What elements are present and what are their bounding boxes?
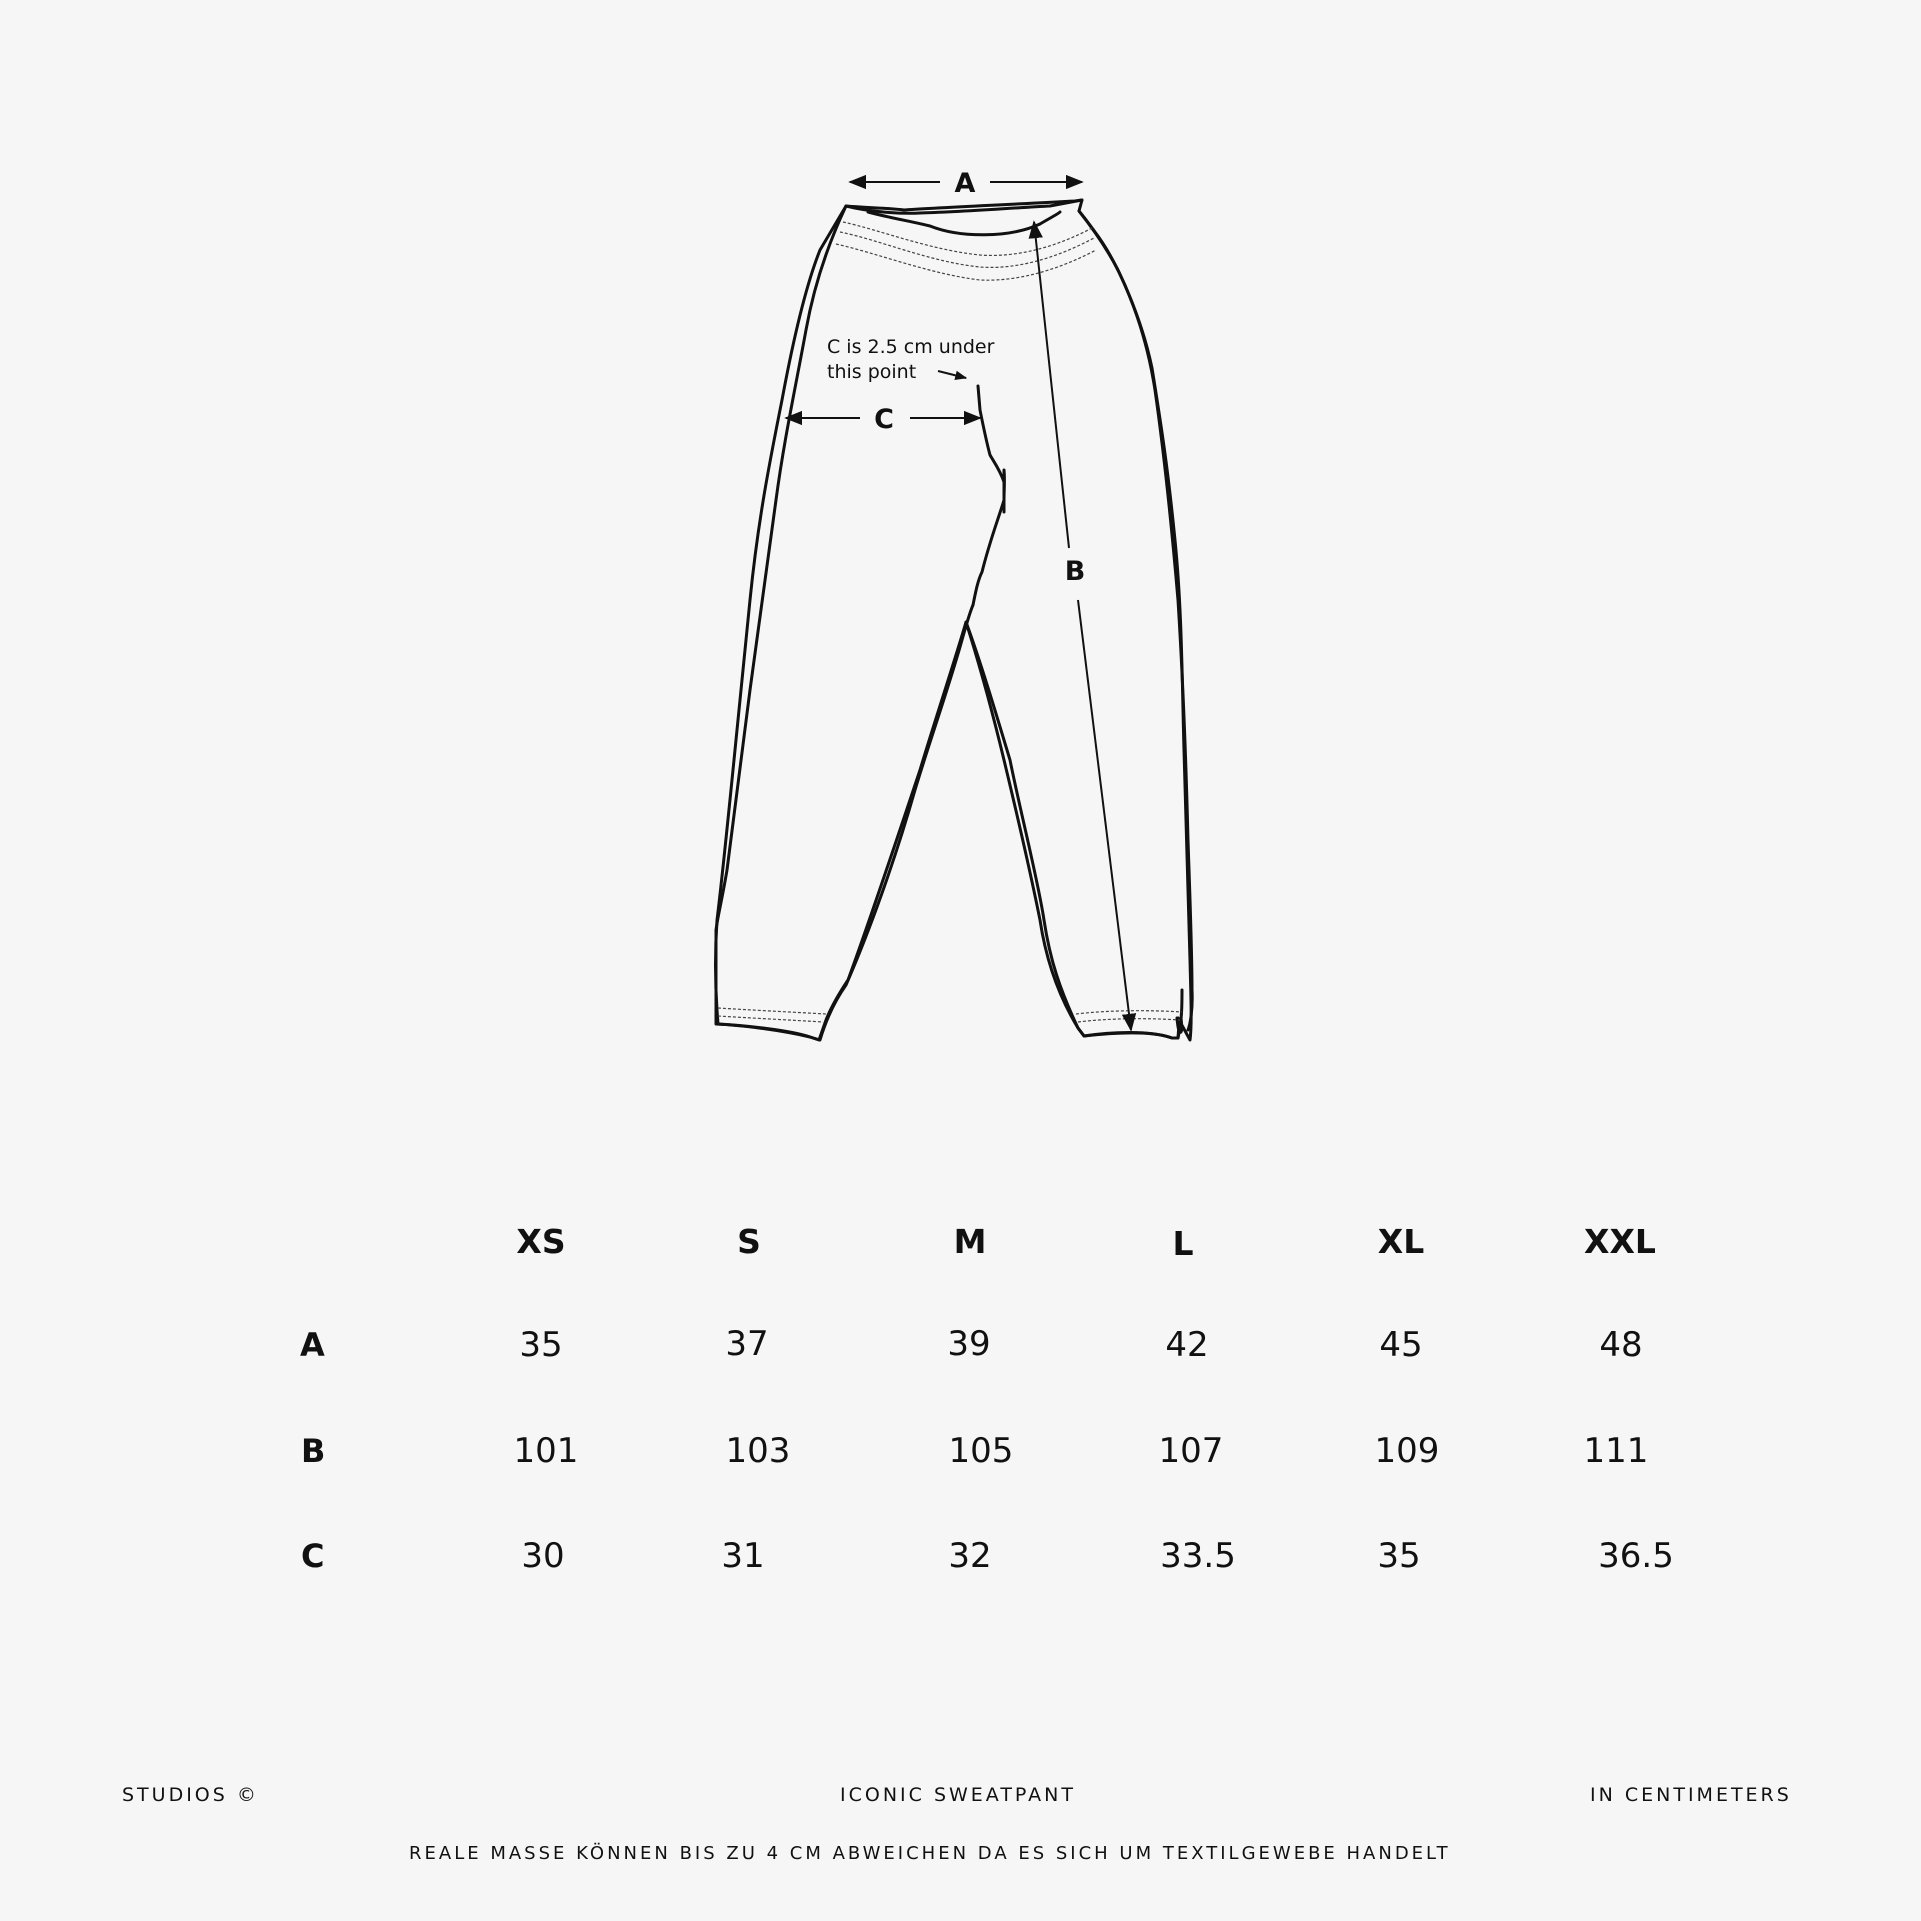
pants-right-outer bbox=[1079, 211, 1192, 1030]
size-header-xl: XL bbox=[1377, 1222, 1425, 1261]
value-c-xl: 35 bbox=[1377, 1536, 1421, 1576]
row-label-c: C bbox=[301, 1537, 325, 1575]
value-a-xs: 35 bbox=[519, 1325, 563, 1365]
value-b-xl: 109 bbox=[1374, 1431, 1440, 1471]
dimension-b-upper bbox=[1034, 222, 1069, 548]
row-label-a: A bbox=[300, 1326, 325, 1364]
value-c-s: 31 bbox=[721, 1536, 765, 1576]
pants-right-leg bbox=[966, 622, 1182, 1038]
waistband-stitch-1 bbox=[843, 222, 1092, 255]
value-b-m: 105 bbox=[948, 1431, 1014, 1471]
value-a-xl: 45 bbox=[1379, 1325, 1423, 1365]
unit-label: IN CENTIMETERS bbox=[1590, 1784, 1792, 1806]
size-header-l: L bbox=[1172, 1224, 1194, 1263]
waistband-inner bbox=[868, 212, 1060, 235]
disclaimer: REALE MASSE KÖNNEN BIS ZU 4 CM ABWEICHEN DA ES SICH UM TEXTILGEWEBE HANDELT bbox=[409, 1843, 1451, 1864]
waistband-stitch-2 bbox=[840, 232, 1094, 267]
value-b-s: 103 bbox=[725, 1431, 791, 1471]
row-label-b: B bbox=[301, 1432, 326, 1470]
note-line-1: C is 2.5 cm under bbox=[827, 336, 995, 358]
value-a-s: 37 bbox=[725, 1324, 769, 1364]
value-c-l: 33.5 bbox=[1160, 1536, 1236, 1576]
dimension-c-label: C bbox=[874, 404, 894, 435]
value-a-xxl: 48 bbox=[1599, 1325, 1643, 1365]
brand-label: STUDIOS © bbox=[122, 1784, 259, 1806]
size-header-xs: XS bbox=[516, 1222, 566, 1261]
product-name: ICONIC SWEATPANT bbox=[840, 1784, 1076, 1806]
pants-outline bbox=[716, 200, 1192, 1040]
size-header-s: S bbox=[737, 1222, 761, 1261]
value-c-xxl: 36.5 bbox=[1598, 1536, 1674, 1576]
value-b-xs: 101 bbox=[513, 1431, 579, 1471]
note-line-2: this point bbox=[827, 361, 917, 383]
note-pointer bbox=[938, 371, 966, 378]
value-b-xxl: 111 bbox=[1583, 1431, 1649, 1471]
value-a-l: 42 bbox=[1165, 1325, 1209, 1365]
dimension-a-label: A bbox=[954, 168, 976, 199]
size-header-m: M bbox=[953, 1222, 987, 1261]
left-cuff-stitch-1 bbox=[718, 1008, 826, 1014]
value-a-m: 39 bbox=[947, 1324, 991, 1364]
waistband-stitch-3 bbox=[836, 244, 1096, 280]
pants-left-leg bbox=[716, 206, 973, 1040]
dimension-b-lower bbox=[1078, 600, 1131, 1030]
size-header-xxl: XXL bbox=[1584, 1222, 1656, 1261]
value-b-l: 107 bbox=[1158, 1431, 1224, 1471]
value-c-m: 32 bbox=[948, 1536, 992, 1576]
dimension-b-label: B bbox=[1064, 556, 1086, 587]
value-c-xs: 30 bbox=[521, 1536, 565, 1576]
left-cuff-stitch-2 bbox=[718, 1016, 823, 1022]
